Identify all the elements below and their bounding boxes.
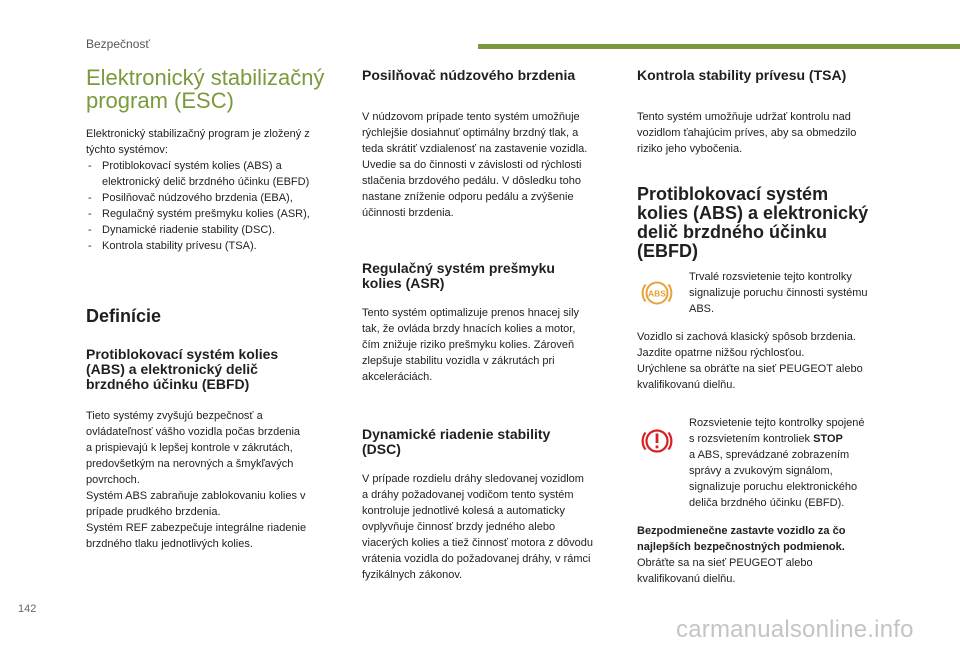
section-label: Bezpečnosť [86,37,150,51]
definitions-heading: Definície [86,306,162,326]
eba-text: V núdzovom prípade tento systém umožňuje rýchlejšie dosiahnuť optimálny brzdný tlak, a teda skrátiť vzdialenosť na zastavenie vozidla. Uvedie sa do činnosti v závislosti od rýchlosti stlačenia brzdového pedálu. V dôsledku toho nastane zníženie odporu pedálu a zvýšenie účinnosti brzdenia. [362,111,588,219]
page-title-line: Elektronický stabilizačný [86,65,325,90]
abs-warning-light-icon [637,273,677,313]
abs-ebfd-heading: Protiblokovací systém kolies (ABS) a elektronický delič brzdného účinku (EBFD) [637,184,869,261]
list-item: - Regulačný systém prešmyku kolies (ASR), [86,206,346,222]
asr-text: Tento systém optimalizuje prenos hnacej sily tak, že ovláda brzdy hnacích kolies a motor, čím znižuje riziko prešmyku kolies. Zároveň zlepšuje stabilitu vozidla v zákrutách pri akceleráciách. [362,307,580,383]
brake-warning-light-icon [637,421,677,461]
abs-warning-block [637,269,891,317]
abs-definition-heading: Protiblokovací systém kolies (ABS) a elektronický delič brzdného účinku (EBFD) [86,346,279,392]
systems-list [86,158,346,254]
abs-fault-text: Vozidlo si zachová klasický spôsob brzdenia. Jazdite opatrne nižšou rýchlosťou. Urýchlene sa obráťte na sieť PEUGEOT alebo kvalifikovanú dielňu. [637,331,863,391]
ebfd-warning-block [637,415,891,511]
list-item: - Protiblokovací systém kolies (ABS) a elektronický delič brzdného účinku (EBFD) [86,158,346,190]
page-title [86,66,346,112]
contact-dealer-text: Obráťte sa na sieť PEUGEOT alebo kvalifikovanú dielňu. [637,557,813,585]
dsc-text: V prípade rozdielu dráhy sledovanej vozidlom a dráhy požadovanej vodičom tento systém kontroluje jednotlivé kolesá a automaticky ovplyvňuje činnosť brzdy jedného alebo viacerých kolies a tiež činnosť motora z dôvodu vrátenia vozidla do požadovanej dráhy, v rámci fyzikálnych zákonov. [362,473,593,581]
page-number: 142 [18,603,37,615]
column-middle [362,62,610,583]
tsa-heading: Kontrola stability prívesu (TSA) [637,67,847,83]
eba-heading: Posilňovač núdzového brzdenia [362,67,576,83]
header-accent-bar [478,44,960,49]
column-right [637,62,891,587]
list-item: - Posilňovač núdzového brzdenia (EBA), [86,190,346,206]
tsa-text: Tento systém umožňuje udržať kontrolu nad vozidlom ťahajúcim príves, aby sa obmedzilo riziko jeho vybočenia. [637,111,857,155]
intro-lead: Elektronický stabilizačný program je zložený z týchto systémov: [86,128,310,156]
svg-text:ABS: ABS [648,288,666,299]
page-title-line: program (ESC) [86,88,234,113]
column-left [86,62,346,552]
watermark: carmanualsonline.info [676,616,914,643]
list-item: - Kontrola stability prívesu (TSA). [86,238,346,254]
ebfd-warning-text: Rozsvietenie tejto kontrolky spojené s rozsvietením kontroliek STOP a ABS, sprevádzané zobrazením správy a zvukovým signálom, signalizuje poruchu elektronického deliča brzdného účinku (EBFD). [689,417,865,509]
abs-definition-text: Tieto systémy zvyšujú bezpečnosť a ovládateľnosť vášho vozidla počas brzdenia a prispievajú k lepšej kontrole v zákrutách, predovšetkým na nerovných a šmykľavých povrchoch. Systém ABS zabraňuje zablokovaniu kolies v prípade prudkého brzdenia. Systém REF zabezpečuje integrálne riadenie brzdného tlaku jednotlivých kolies. [86,410,307,550]
asr-heading: Regulačný systém prešmyku kolies (ASR) [362,260,555,291]
abs-warning-text: Trvalé rozsvietenie tejto kontrolky signalizuje poruchu činnosti systému ABS. [689,271,868,315]
stop-vehicle-warning: Bezpodmienečne zastavte vozidlo za čo najlepších bezpečnostných podmienok. [637,525,846,553]
list-item: - Dynamické riadenie stability (DSC). [86,222,346,238]
dsc-heading: Dynamické riadenie stability (DSC) [362,426,551,457]
